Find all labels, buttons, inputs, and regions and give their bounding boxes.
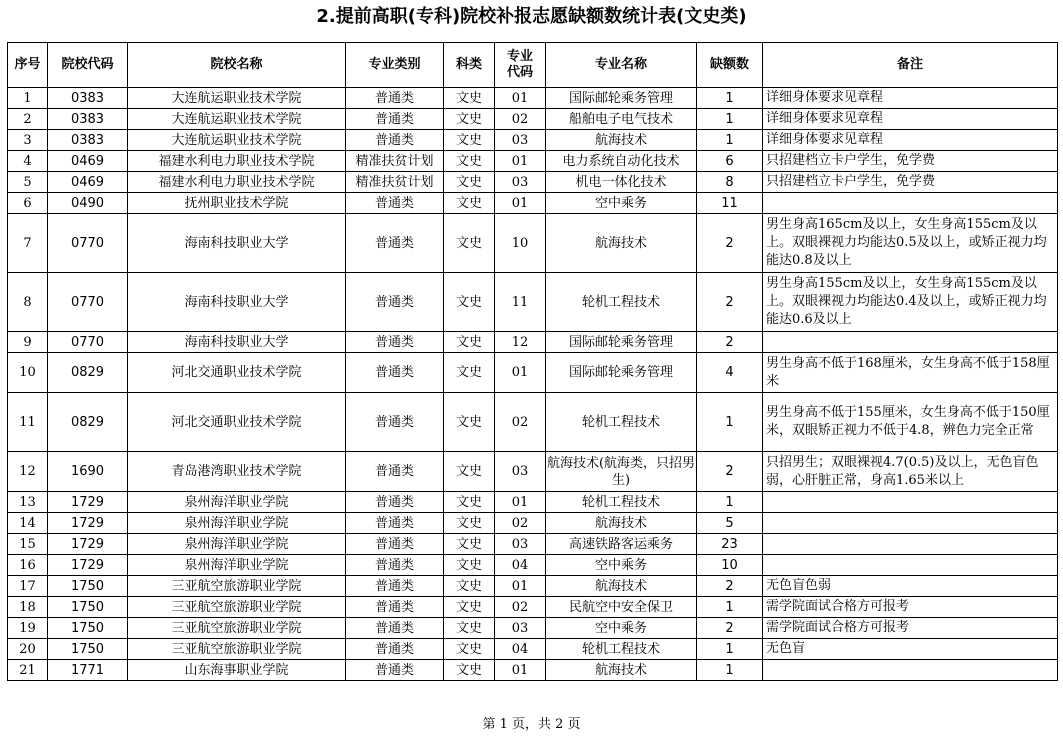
page-footer: 第 1 页，共 2 页 (482, 717, 581, 732)
row-major-code: 01 (495, 492, 546, 513)
row-major-name: 高速铁路客运乘务 (546, 534, 697, 555)
row-note: 男生身高155cm及以上，女生身高155cm及以上。双眼裸视力均能达0.4及以上，或矫正视力均能达0.6及以上 (763, 273, 1058, 332)
row-note: 只招男生；双眼裸视4.7(0.5)及以上，无色盲色弱，心肝脏正常，身高1.65米以上 (763, 452, 1058, 492)
row-school-name: 福建水利电力职业技术学院 (128, 172, 346, 193)
row-major-name: 船舶电子电气技术 (546, 109, 697, 130)
row-school-name: 泉州海洋职业学院 (128, 492, 346, 513)
row-major-code: 11 (495, 273, 546, 332)
row-school-code: 0770 (48, 273, 128, 332)
row-school-code: 1750 (48, 618, 128, 639)
row-major-code: 03 (495, 534, 546, 555)
row-seq: 2 (8, 109, 48, 130)
row-category: 普通类 (346, 660, 444, 681)
row-seq: 16 (8, 555, 48, 576)
row-school-name: 河北交通职业技术学院 (128, 353, 346, 393)
row-vacancies: 4 (697, 353, 763, 393)
row-major-code: 03 (495, 172, 546, 193)
table-row (8, 88, 1058, 109)
row-vacancies: 2 (697, 273, 763, 332)
row-major-name: 空中乘务 (546, 193, 697, 214)
row-school-name: 海南科技职业大学 (128, 332, 346, 353)
table-header-row (8, 43, 1058, 88)
row-school-name: 河北交通职业技术学院 (128, 393, 346, 452)
row-note: 男生身高165cm及以上，女生身高155cm及以上。双眼裸视力均能达0.5及以上，或矫正视力均能达0.8及以上 (763, 214, 1058, 273)
row-major-code: 01 (495, 151, 546, 172)
table-row (8, 109, 1058, 130)
row-school-code: 1729 (48, 513, 128, 534)
row-seq: 20 (8, 639, 48, 660)
row-subject: 文史 (444, 513, 495, 534)
row-major-code: 01 (495, 353, 546, 393)
row-school-code: 0383 (48, 88, 128, 109)
row-seq: 7 (8, 214, 48, 273)
row-major-name: 空中乘务 (546, 618, 697, 639)
table-row (8, 534, 1058, 555)
row-vacancies: 10 (697, 555, 763, 576)
row-category: 普通类 (346, 130, 444, 151)
row-vacancies: 1 (697, 130, 763, 151)
row-note: 需学院面试合格方可报考 (763, 618, 1058, 639)
row-school-code: 1690 (48, 452, 128, 492)
row-major-code: 01 (495, 193, 546, 214)
row-seq: 18 (8, 597, 48, 618)
row-major-name: 电力系统自动化技术 (546, 151, 697, 172)
row-subject: 文史 (444, 576, 495, 597)
row-subject: 文史 (444, 452, 495, 492)
header-col-major-name: 专业名称 (546, 43, 697, 88)
table-row (8, 660, 1058, 681)
row-subject: 文史 (444, 130, 495, 151)
row-vacancies: 1 (697, 492, 763, 513)
row-school-code: 0469 (48, 151, 128, 172)
header-col-subject: 科类 (444, 43, 495, 88)
row-note (763, 660, 1058, 681)
table-row (8, 555, 1058, 576)
row-note: 无色盲色弱 (763, 576, 1058, 597)
row-school-code: 1750 (48, 639, 128, 660)
row-major-name: 国际邮轮乘务管理 (546, 353, 697, 393)
row-category: 普通类 (346, 597, 444, 618)
row-category: 普通类 (346, 353, 444, 393)
row-school-name: 三亚航空旅游职业学院 (128, 576, 346, 597)
row-school-name: 福建水利电力职业技术学院 (128, 151, 346, 172)
header-col-school-name: 院校名称 (128, 43, 346, 88)
row-vacancies: 1 (697, 393, 763, 452)
row-major-code: 02 (495, 513, 546, 534)
header-col-school-code: 院校代码 (48, 43, 128, 88)
table-row (8, 214, 1058, 273)
row-major-name: 航海技术 (546, 130, 697, 151)
row-major-name: 轮机工程技术 (546, 492, 697, 513)
row-seq: 1 (8, 88, 48, 109)
row-subject: 文史 (444, 151, 495, 172)
row-school-code: 1729 (48, 555, 128, 576)
row-major-name: 轮机工程技术 (546, 639, 697, 660)
row-subject: 文史 (444, 639, 495, 660)
row-seq: 9 (8, 332, 48, 353)
row-seq: 15 (8, 534, 48, 555)
row-subject: 文史 (444, 332, 495, 353)
vacancy-table (7, 42, 1058, 681)
row-seq: 13 (8, 492, 48, 513)
table-row (8, 172, 1058, 193)
table-row (8, 639, 1058, 660)
row-category: 普通类 (346, 576, 444, 597)
row-school-name: 青岛港湾职业技术学院 (128, 452, 346, 492)
row-major-code: 02 (495, 597, 546, 618)
table-row (8, 393, 1058, 452)
row-vacancies: 5 (697, 513, 763, 534)
row-category: 普通类 (346, 214, 444, 273)
row-note (763, 492, 1058, 513)
row-vacancies: 6 (697, 151, 763, 172)
row-note: 男生身高不低于155厘米，女生身高不低于150厘米，双眼矫正视力不低于4.8，辨色力完全正常 (763, 393, 1058, 452)
row-subject: 文史 (444, 273, 495, 332)
table-row (8, 151, 1058, 172)
row-note: 只招建档立卡户学生，免学费 (763, 151, 1058, 172)
row-note (763, 332, 1058, 353)
row-category: 普通类 (346, 273, 444, 332)
row-category: 普通类 (346, 393, 444, 452)
table-row (8, 597, 1058, 618)
row-seq: 14 (8, 513, 48, 534)
header-col-note: 备注 (763, 43, 1058, 88)
row-major-name: 国际邮轮乘务管理 (546, 88, 697, 109)
row-subject: 文史 (444, 618, 495, 639)
row-school-code: 1750 (48, 597, 128, 618)
row-note: 只招建档立卡户学生，免学费 (763, 172, 1058, 193)
row-school-name: 三亚航空旅游职业学院 (128, 618, 346, 639)
row-category: 普通类 (346, 534, 444, 555)
row-major-name: 航海技术 (546, 513, 697, 534)
row-school-name: 抚州职业技术学院 (128, 193, 346, 214)
table-row (8, 353, 1058, 393)
row-note: 男生身高不低于168厘米，女生身高不低于158厘米 (763, 353, 1058, 393)
row-vacancies: 2 (697, 332, 763, 353)
table-row (8, 332, 1058, 353)
row-school-code: 0469 (48, 172, 128, 193)
row-category: 普通类 (346, 555, 444, 576)
row-seq: 4 (8, 151, 48, 172)
row-major-name: 航海技术 (546, 576, 697, 597)
row-school-name: 泉州海洋职业学院 (128, 534, 346, 555)
row-major-code: 10 (495, 214, 546, 273)
row-note (763, 513, 1058, 534)
row-category: 普通类 (346, 88, 444, 109)
row-major-name: 轮机工程技术 (546, 273, 697, 332)
row-vacancies: 1 (697, 88, 763, 109)
row-major-name: 国际邮轮乘务管理 (546, 332, 697, 353)
row-major-code: 02 (495, 393, 546, 452)
table-row (8, 273, 1058, 332)
row-note: 无色盲 (763, 639, 1058, 660)
row-major-code: 04 (495, 639, 546, 660)
header-col-major-code: 专业 代码 (495, 43, 546, 88)
row-seq: 12 (8, 452, 48, 492)
row-school-code: 0490 (48, 193, 128, 214)
row-category: 普通类 (346, 193, 444, 214)
row-subject: 文史 (444, 597, 495, 618)
row-category: 精准扶贫计划 (346, 172, 444, 193)
row-school-name: 海南科技职业大学 (128, 214, 346, 273)
row-category: 普通类 (346, 618, 444, 639)
row-school-code: 1771 (48, 660, 128, 681)
row-major-code: 01 (495, 660, 546, 681)
row-major-code: 01 (495, 576, 546, 597)
row-category: 普通类 (346, 639, 444, 660)
row-note (763, 193, 1058, 214)
row-subject: 文史 (444, 109, 495, 130)
row-subject: 文史 (444, 555, 495, 576)
row-note: 详细身体要求见章程 (763, 88, 1058, 109)
row-school-code: 0829 (48, 353, 128, 393)
row-note: 需学院面试合格方可报考 (763, 597, 1058, 618)
row-seq: 21 (8, 660, 48, 681)
table-row (8, 193, 1058, 214)
row-subject: 文史 (444, 214, 495, 273)
row-school-code: 0829 (48, 393, 128, 452)
row-vacancies: 2 (697, 452, 763, 492)
row-vacancies: 23 (697, 534, 763, 555)
row-school-name: 三亚航空旅游职业学院 (128, 597, 346, 618)
row-major-code: 03 (495, 130, 546, 151)
row-seq: 8 (8, 273, 48, 332)
row-seq: 3 (8, 130, 48, 151)
row-school-code: 0770 (48, 214, 128, 273)
row-seq: 17 (8, 576, 48, 597)
row-category: 精准扶贫计划 (346, 151, 444, 172)
row-school-name: 泉州海洋职业学院 (128, 555, 346, 576)
row-major-code: 03 (495, 618, 546, 639)
row-subject: 文史 (444, 393, 495, 452)
row-school-name: 大连航运职业技术学院 (128, 130, 346, 151)
row-vacancies: 11 (697, 193, 763, 214)
table-row (8, 576, 1058, 597)
row-major-name: 机电一体化技术 (546, 172, 697, 193)
row-subject: 文史 (444, 88, 495, 109)
row-school-code: 1729 (48, 492, 128, 513)
header-col-category: 专业类别 (346, 43, 444, 88)
row-seq: 19 (8, 618, 48, 639)
row-category: 普通类 (346, 492, 444, 513)
row-subject: 文史 (444, 660, 495, 681)
row-subject: 文史 (444, 534, 495, 555)
row-seq: 10 (8, 353, 48, 393)
row-major-name: 航海技术 (546, 214, 697, 273)
row-subject: 文史 (444, 353, 495, 393)
row-major-code: 02 (495, 109, 546, 130)
row-school-code: 0383 (48, 109, 128, 130)
row-subject: 文史 (444, 172, 495, 193)
row-school-name: 泉州海洋职业学院 (128, 513, 346, 534)
row-school-code: 0770 (48, 332, 128, 353)
row-subject: 文史 (444, 492, 495, 513)
table-row (8, 452, 1058, 492)
row-school-name: 大连航运职业技术学院 (128, 88, 346, 109)
row-school-code: 0383 (48, 130, 128, 151)
row-major-code: 03 (495, 452, 546, 492)
row-vacancies: 2 (697, 618, 763, 639)
header-col-vacancies: 缺额数 (697, 43, 763, 88)
row-subject: 文史 (444, 193, 495, 214)
row-major-name: 航海技术(航海类，只招男生) (546, 452, 697, 492)
row-major-code: 12 (495, 332, 546, 353)
row-category: 普通类 (346, 513, 444, 534)
row-major-name: 轮机工程技术 (546, 393, 697, 452)
row-note (763, 555, 1058, 576)
row-major-name: 民航空中安全保卫 (546, 597, 697, 618)
row-major-code: 04 (495, 555, 546, 576)
row-vacancies: 8 (697, 172, 763, 193)
row-school-code: 1750 (48, 576, 128, 597)
row-seq: 6 (8, 193, 48, 214)
table-row (8, 492, 1058, 513)
row-school-code: 1729 (48, 534, 128, 555)
row-school-name: 三亚航空旅游职业学院 (128, 639, 346, 660)
table-row (8, 618, 1058, 639)
row-major-name: 空中乘务 (546, 555, 697, 576)
header-col-seq: 序号 (8, 43, 48, 88)
row-category: 普通类 (346, 109, 444, 130)
row-major-name: 航海技术 (546, 660, 697, 681)
row-vacancies: 1 (697, 597, 763, 618)
row-vacancies: 2 (697, 576, 763, 597)
row-school-name: 大连航运职业技术学院 (128, 109, 346, 130)
row-school-name: 山东海事职业学院 (128, 660, 346, 681)
row-vacancies: 1 (697, 639, 763, 660)
row-seq: 11 (8, 393, 48, 452)
table-row (8, 130, 1058, 151)
row-category: 普通类 (346, 332, 444, 353)
row-school-name: 海南科技职业大学 (128, 273, 346, 332)
row-vacancies: 1 (697, 660, 763, 681)
row-major-code: 01 (495, 88, 546, 109)
table-row (8, 513, 1058, 534)
row-category: 普通类 (346, 452, 444, 492)
row-note (763, 534, 1058, 555)
row-seq: 5 (8, 172, 48, 193)
page-title: 2.提前高职(专科)院校补报志愿缺额数统计表(文史类) (316, 6, 747, 27)
table-body (8, 88, 1058, 681)
row-vacancies: 1 (697, 109, 763, 130)
row-note: 详细身体要求见章程 (763, 130, 1058, 151)
row-note: 详细身体要求见章程 (763, 109, 1058, 130)
row-vacancies: 2 (697, 214, 763, 273)
